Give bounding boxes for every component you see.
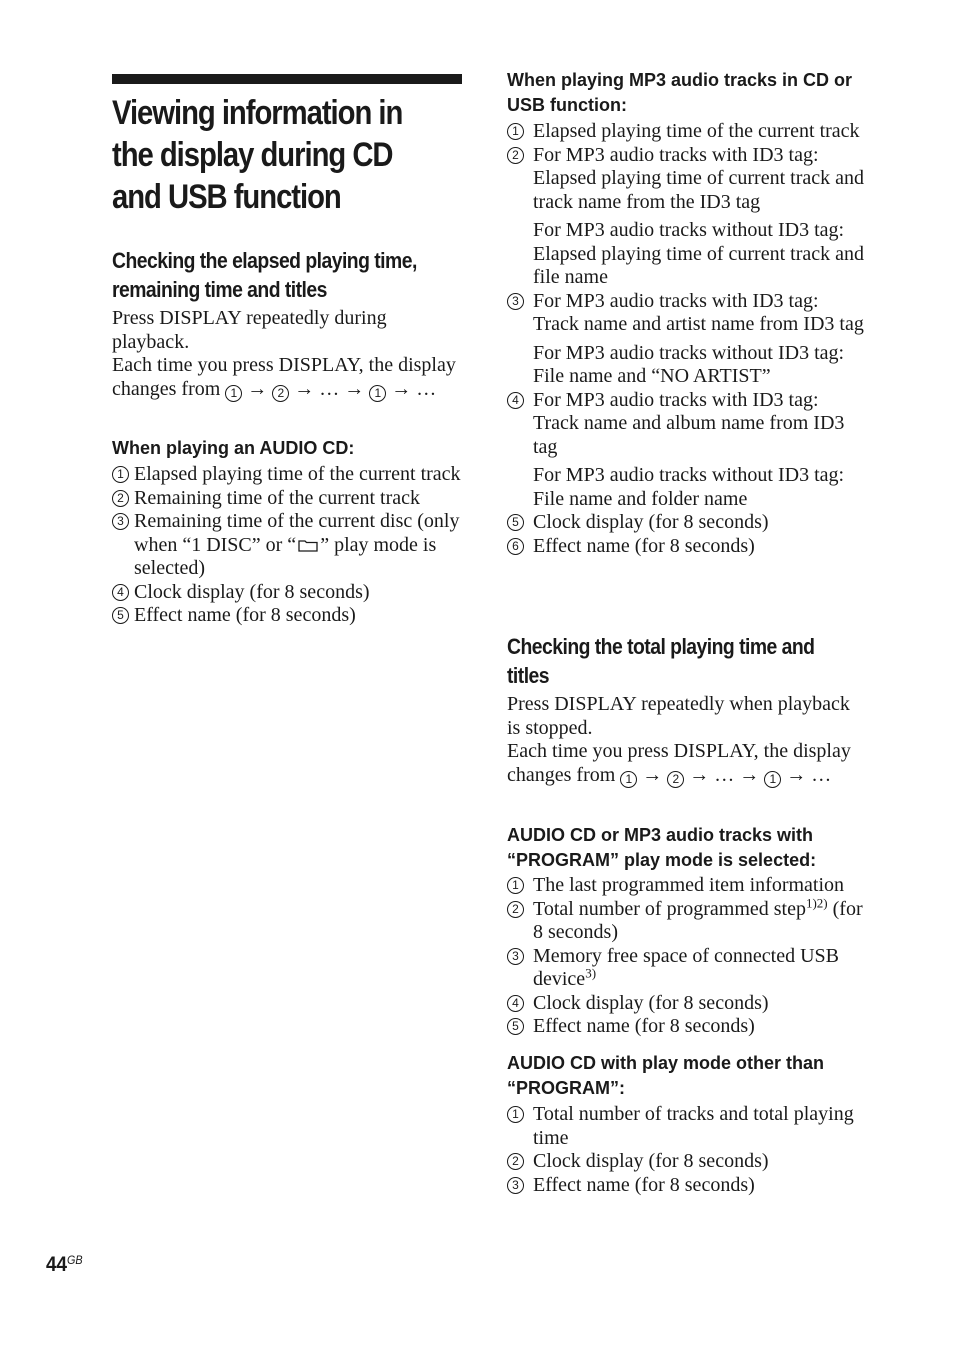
- list-item: 2 Total number of programmed step$^{1)2)}$ (for 8 seconds): [507, 898, 867, 945]
- page-number: $44^{GB}$: [46, 1253, 83, 1276]
- other-mode-list: [507, 1103, 867, 1197]
- list-item: 2 For MP3 audio tracks with ID3 tag: Elapsed playing time of current track and track name from the ID3 tag For MP3 audio tracks without ID3 tag: Elapsed playing time of current track and file name: [507, 144, 867, 290]
- list-item: 5 Clock display (for 8 seconds): [507, 511, 867, 535]
- list-item: 3 Remaining time of the current disc (only when “1 DISC” or “ ” play mode is selected): [112, 510, 464, 581]
- total-intro-press-display: Press DISPLAY repeatedly when playback is stopped.: [507, 693, 850, 739]
- list-item: 3 Effect name (for 8 seconds): [507, 1174, 867, 1198]
- intro-press-display: Press DISPLAY repeatedly during playback.: [112, 307, 387, 353]
- mp3-list: [507, 120, 867, 558]
- program-list: [507, 874, 867, 1039]
- list-item: 1 Elapsed playing time of the current track: [112, 463, 464, 487]
- list-item: 1 The last programmed item information: [507, 874, 867, 898]
- folder-icon: [298, 539, 318, 552]
- mp3-heading: When playing MP3 audio tracks in CD or USB function:: [507, 70, 853, 115]
- audio-cd-heading: When playing an AUDIO CD:: [112, 438, 355, 458]
- audio-cd-list: [112, 463, 464, 628]
- list-item: 2 Clock display (for 8 seconds): [507, 1150, 867, 1174]
- list-item: 3 For MP3 audio tracks with ID3 tag: Track name and artist name from ID3 tag For MP3 audio tracks without ID3 tag: File name and “NO ARTIST”: [507, 290, 867, 389]
- list-item: 1 Elapsed playing time of the current track: [507, 120, 867, 144]
- list-item: 1 Total number of tracks and total playing time: [507, 1103, 867, 1150]
- section-heading-elapsed: Checking the elapsed playing time, remaining time and titles: [112, 248, 417, 302]
- list-item: 4 Clock display (for 8 seconds): [507, 992, 867, 1016]
- list-item: 4 Clock display (for 8 seconds): [112, 581, 464, 605]
- list-item: 5 Effect name (for 8 seconds): [507, 1015, 867, 1039]
- list-item: 6 Effect name (for 8 seconds): [507, 535, 867, 559]
- list-item: 5 Effect name (for 8 seconds): [112, 604, 464, 628]
- total-intro-sequence: Each time you press DISPLAY, the display changes from 1 → 2 → … → 1 → …: [507, 740, 851, 786]
- page-title: Viewing information in the display during CD and USB function: [112, 94, 403, 216]
- other-mode-heading: AUDIO CD with play mode other than “PROGRAM”:: [507, 1053, 825, 1098]
- program-heading: AUDIO CD or MP3 audio tracks with “PROGRAM” play mode is selected:: [507, 825, 817, 870]
- section-heading-total: Checking the total playing time and titles: [507, 634, 815, 688]
- list-item: 2 Remaining time of the current track: [112, 487, 464, 511]
- list-item: 3 Memory free space of connected USB device$^{3)}$: [507, 945, 867, 992]
- list-item: 4 For MP3 audio tracks with ID3 tag: Track name and album name from ID3 tag For MP3 audio tracks without ID3 tag: File name and folder name: [507, 389, 867, 512]
- title-rule: [112, 74, 462, 84]
- intro-sequence: Each time you press DISPLAY, the display changes from 1 → 2 → … → 1 → …: [112, 354, 456, 400]
